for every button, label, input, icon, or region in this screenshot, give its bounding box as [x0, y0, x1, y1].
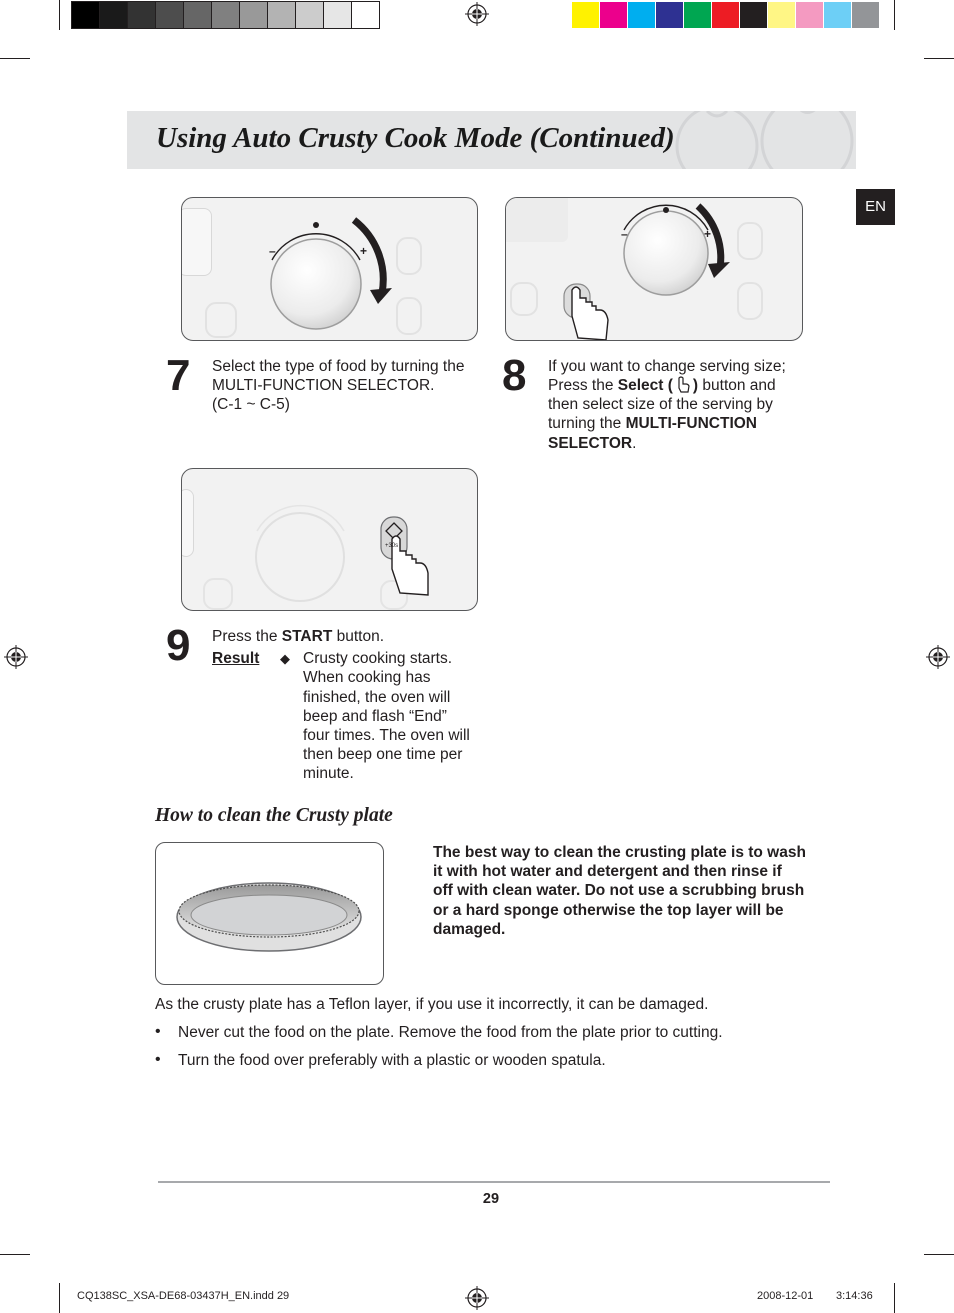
crusty-plate-illustration — [155, 842, 384, 985]
teflon-warning: As the crusty plate has a Teflon layer, if you use it incorrectly, it can be damaged. — [155, 996, 709, 1013]
color-swatch — [796, 2, 823, 28]
print-date: 2008-12-01 — [757, 1290, 814, 1302]
step8-line-5: SELECTOR. — [548, 435, 637, 452]
color-swatch — [324, 2, 351, 28]
result-line: minute. — [303, 765, 354, 782]
file-slug: CQ138SC_XSA-DE68-03437H_EN.indd 29 — [77, 1290, 290, 1302]
multi-function-dial-icon — [271, 239, 361, 329]
step7-line-3: (C-1 ~ C-5) — [212, 396, 290, 413]
registration-mark-right — [926, 645, 950, 669]
dial-plus-label: + — [704, 227, 712, 241]
registration-mark-bottom — [465, 1286, 489, 1310]
result-line: Crusty cooking starts. — [303, 650, 453, 667]
step-number-9: 9 — [166, 621, 191, 670]
page-number: 29 — [482, 1191, 500, 1207]
registration-mark-left — [4, 645, 28, 669]
title-band — [127, 111, 856, 169]
language-tab: EN — [856, 189, 895, 225]
color-swatch — [824, 2, 851, 28]
section-heading: How to clean the Crusty plate — [155, 805, 393, 826]
cleaning-line: damaged. — [433, 920, 506, 938]
color-swatch — [268, 2, 295, 28]
color-swatch — [740, 2, 767, 28]
cleaning-line: it with hot water and detergent and then rinse if — [433, 863, 782, 881]
gray-swatch-bar — [72, 0, 382, 30]
color-swatch — [156, 2, 183, 28]
color-swatch — [128, 2, 155, 28]
page-title: Using Auto Crusty Cook Mode (Continued) — [156, 122, 675, 154]
result-label: Result — [212, 650, 260, 667]
step9-instruction: Press the START button. — [212, 628, 385, 645]
step7-line-1: Select the type of food by turning the — [212, 358, 465, 375]
cleaning-line: The best way to clean the crusting plate is to wash — [433, 844, 806, 861]
bullet-dot: • — [155, 1051, 161, 1068]
bullet-text: Turn the food over preferably with a plastic or wooden spatula. — [178, 1052, 606, 1069]
cleaning-instruction — [433, 843, 825, 939]
color-swatch — [656, 2, 683, 28]
result-line: When cooking has — [303, 669, 431, 686]
cleaning-line: off with clean water. Do not use a scrubbing brush — [433, 882, 805, 900]
tomato-watermark-icon — [647, 111, 856, 169]
multi-function-dial-icon — [624, 211, 708, 295]
bullet-text: Never cut the food on the plate. Remove the food from the plate prior to cutting. — [178, 1024, 723, 1041]
color-swatch — [712, 2, 739, 28]
dial-minus-label: – — [621, 227, 628, 241]
cleaning-line: or a hard sponge otherwise the top layer will be — [433, 901, 784, 919]
color-swatch — [184, 2, 211, 28]
color-swatch-bar — [572, 0, 882, 30]
step8-line-1: If you want to change serving size; — [548, 358, 786, 375]
result-line: beep and flash “End” — [303, 708, 447, 725]
bullet-dot: • — [155, 1023, 161, 1040]
dial-plus-label: + — [360, 244, 368, 258]
result-bullet: ◆ — [280, 651, 290, 666]
registration-mark-top — [465, 2, 489, 26]
color-swatch — [600, 2, 627, 28]
dial-minus-label: – — [269, 244, 276, 258]
footer-rule — [158, 1181, 830, 1183]
color-swatch — [296, 2, 323, 28]
step-number-8: 8 — [502, 351, 527, 400]
color-swatch — [628, 2, 655, 28]
color-swatch — [684, 2, 711, 28]
select-hand-icon — [675, 376, 691, 393]
print-time: 3:14:36 — [836, 1290, 873, 1302]
step8-line-3: then select size of the serving by — [548, 396, 773, 413]
step-number-7: 7 — [166, 351, 191, 400]
color-swatch — [212, 2, 239, 28]
step9-illustration — [181, 468, 478, 611]
color-swatch — [352, 2, 379, 28]
start-button-label: +30s — [385, 543, 399, 549]
step8-illustration — [505, 197, 803, 341]
color-swatch — [100, 2, 127, 28]
step7-line-2: MULTI-FUNCTION SELECTOR. — [212, 377, 435, 394]
color-swatch — [768, 2, 795, 28]
step8-line-4: turning the MULTI-FUNCTION — [548, 415, 757, 432]
step7-illustration — [181, 197, 478, 341]
color-swatch — [72, 2, 99, 28]
step8-line-2: Press the Select ( ) button and — [548, 377, 776, 394]
result-line: four times. The oven will — [303, 727, 470, 744]
result-line: finished, the oven will — [303, 689, 451, 706]
color-swatch — [240, 2, 267, 28]
color-swatch — [572, 2, 599, 28]
color-swatch — [852, 2, 879, 28]
result-line: then beep one time per — [303, 746, 463, 763]
